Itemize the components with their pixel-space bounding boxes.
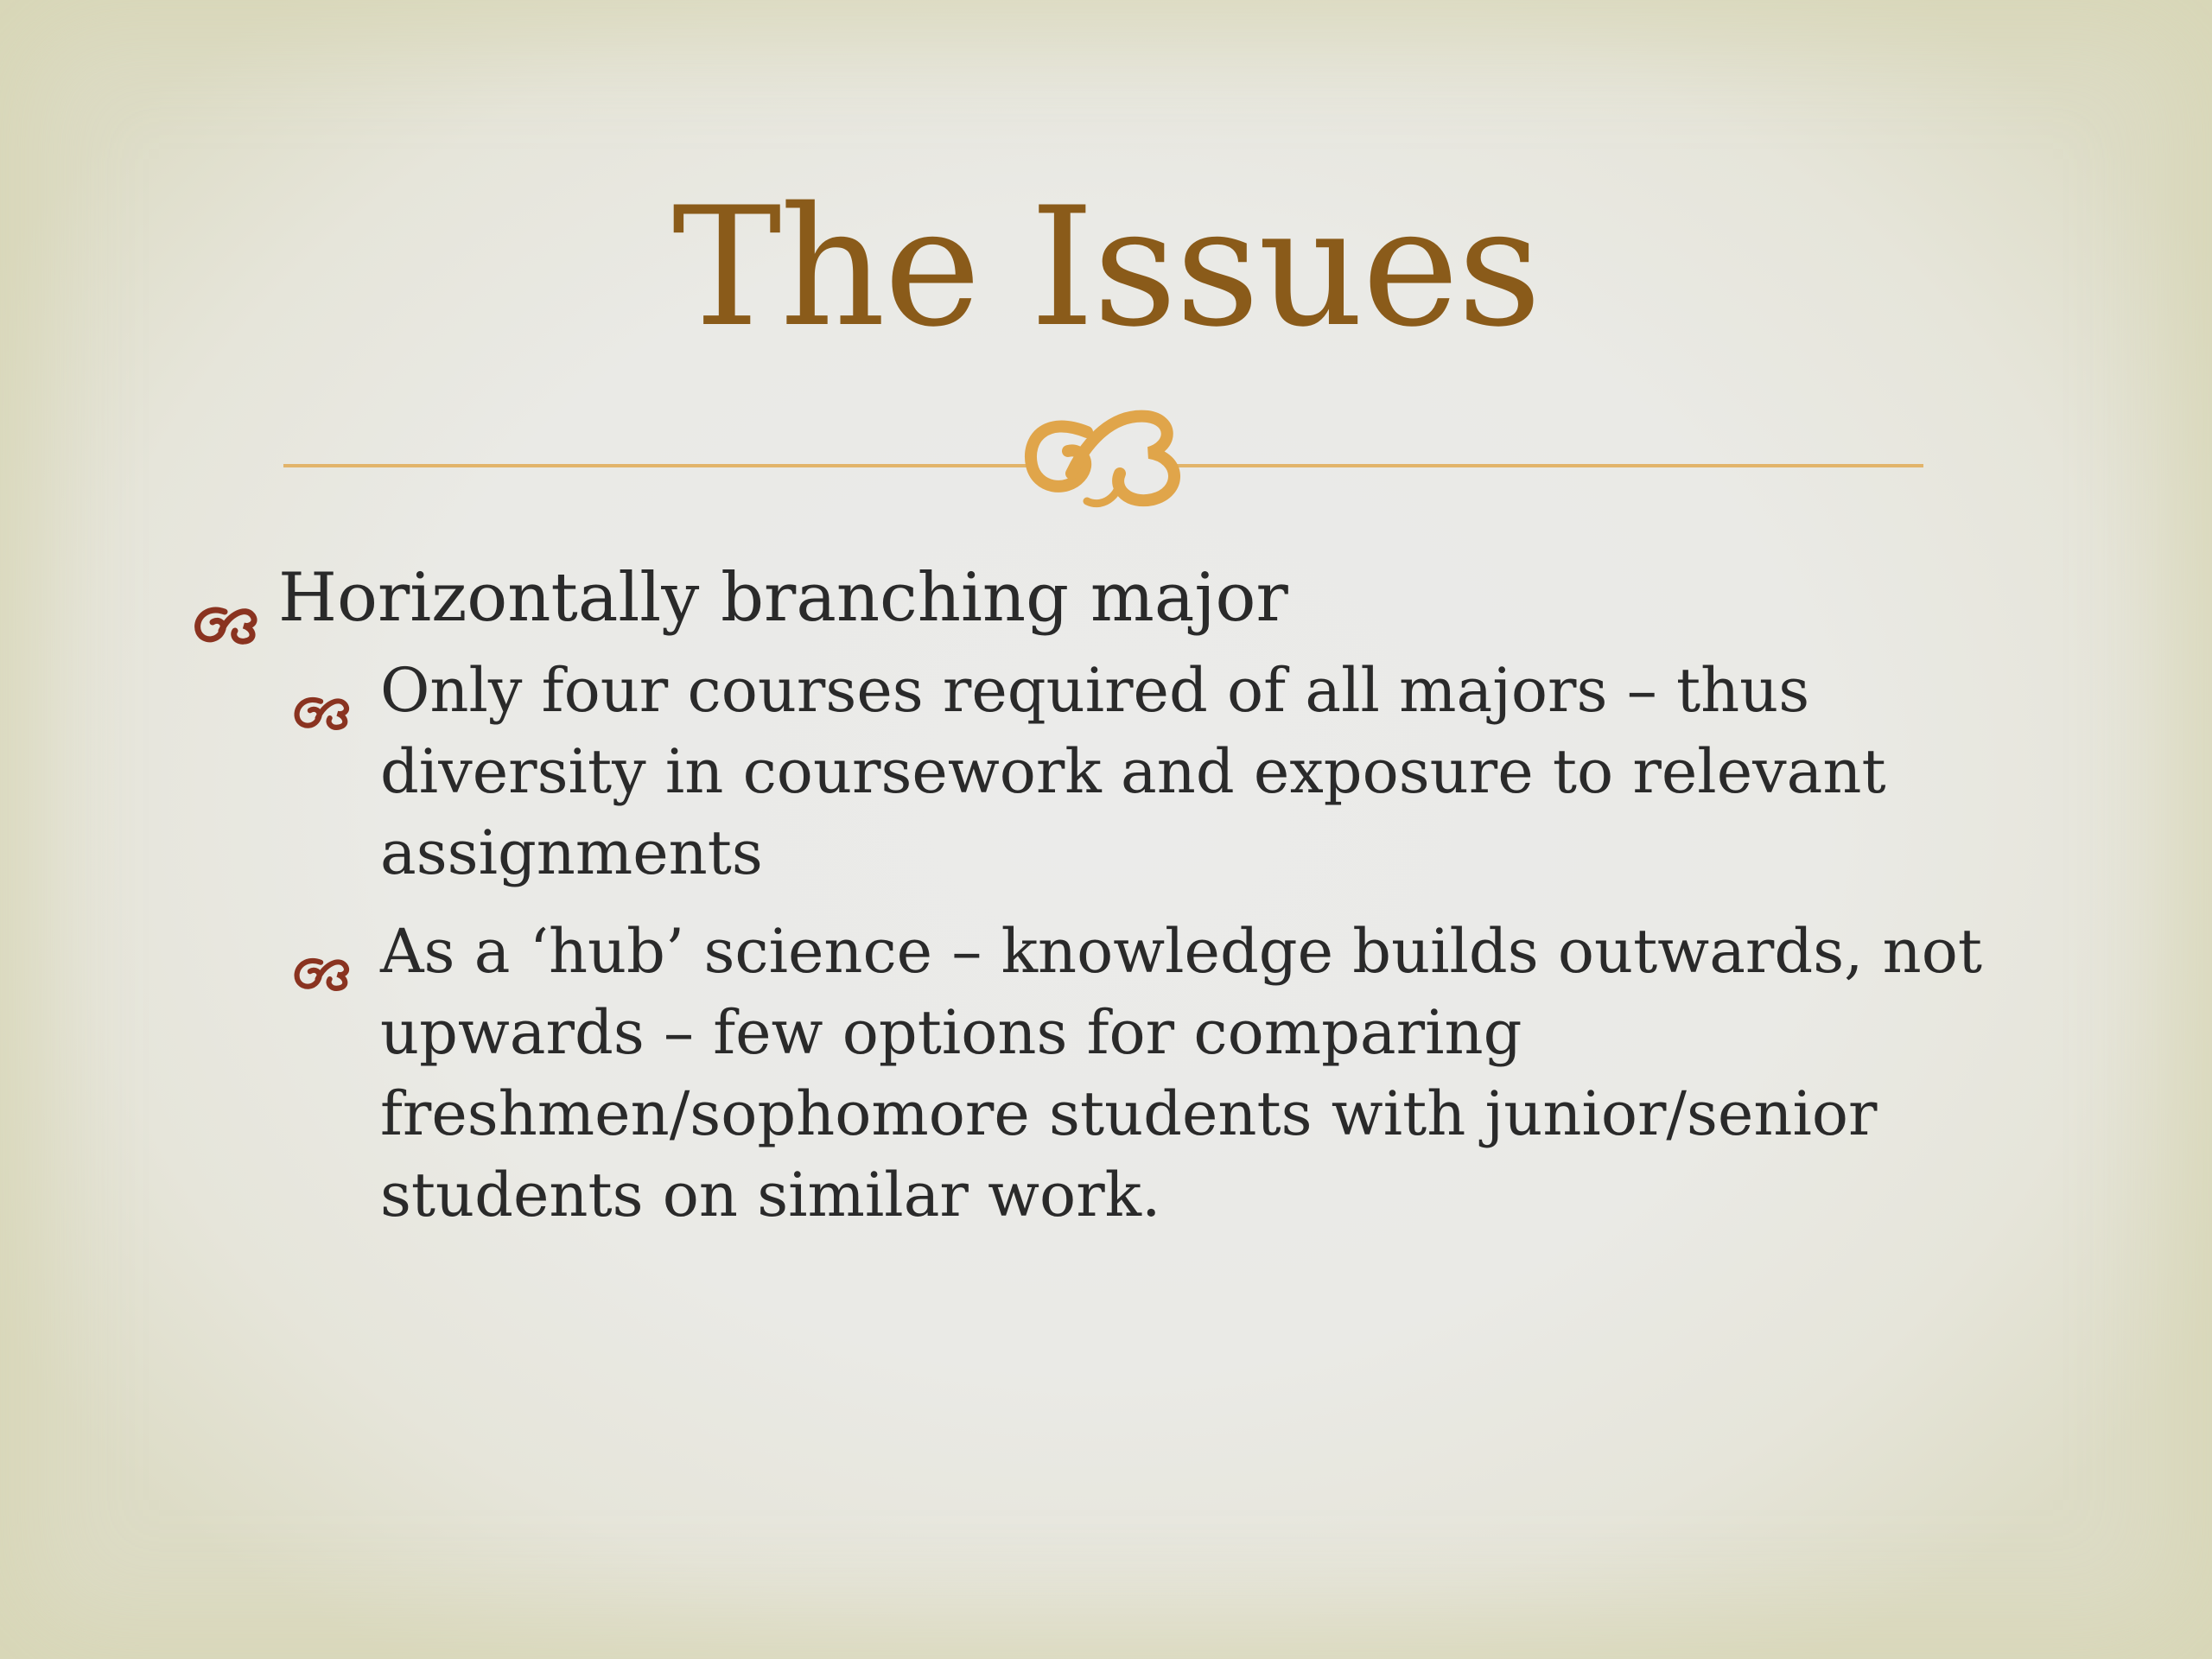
bullet-level1-item <box>190 553 2022 643</box>
bullet-level2-item <box>380 650 2022 893</box>
fleuron-icon <box>1031 416 1174 504</box>
slide-body <box>190 553 2022 1253</box>
bullet-level2-item <box>380 911 2022 1236</box>
bullet-text: As a ‘hub’ science – knowledge builds outwards, not upwards – few options for comparing freshmen/sophomore students with junior/senior students on similar work. <box>380 916 1982 1230</box>
fleuron-bullet-icon <box>190 579 261 669</box>
bullet-text: Only four courses required of all majors – thus diversity in coursework and exposure to relevant assignments <box>380 655 1886 888</box>
fleuron-bullet-icon <box>290 671 353 752</box>
title-divider <box>283 363 1923 518</box>
divider-graphic <box>283 363 1923 518</box>
fleuron-bullet-icon <box>290 931 353 1013</box>
slide-title: The Issues <box>671 172 1541 363</box>
bullet-text: Horizontally branching major <box>278 559 1288 637</box>
